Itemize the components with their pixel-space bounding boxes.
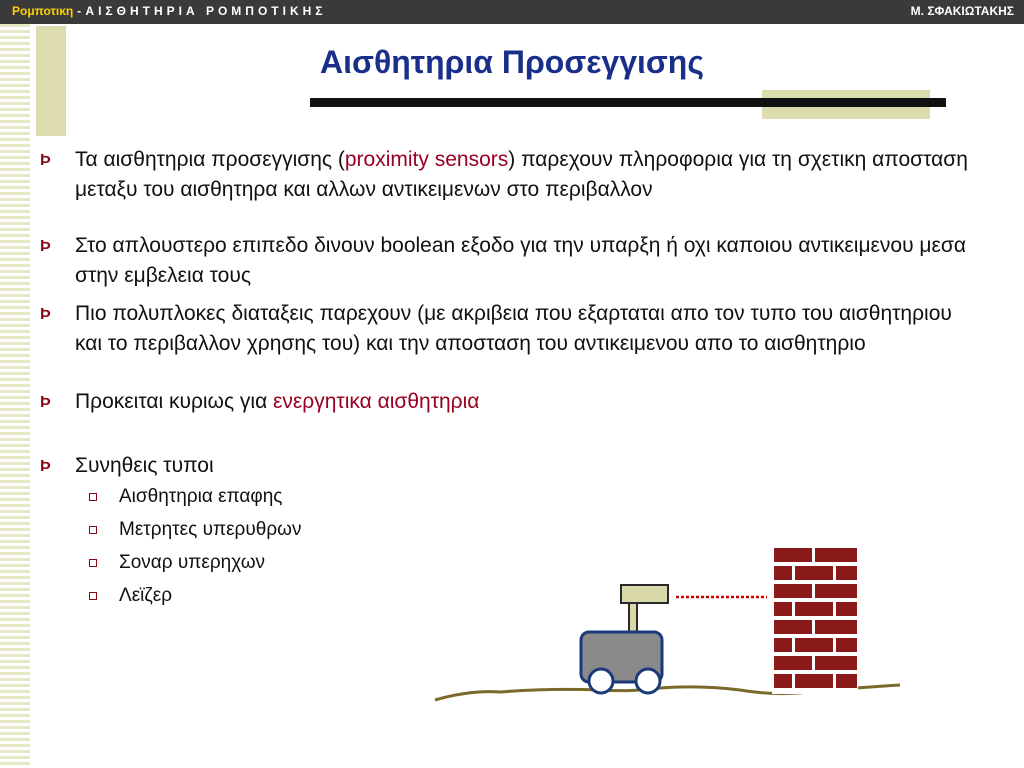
course-name: Ρομποτικη xyxy=(12,4,74,18)
author-name: Μ. ΣΦΑΚΙΩΤΑΚΗΣ xyxy=(910,4,1014,18)
sub-item-text: Σοναρ υπερηχων xyxy=(119,552,266,573)
bullet-item xyxy=(40,451,980,481)
bullet-icon: Þ xyxy=(40,238,51,255)
bullet-icon: Þ xyxy=(40,306,51,323)
bullet-text: Στο απλουστερο επιπεδο δινουν boolean εξοδο για την υπαρξη ή οχι καποιου αντικειμενου μεσα στην εμβελεια τους xyxy=(75,234,966,287)
robot xyxy=(581,585,668,693)
bullet-highlight: ενεργητικα αισθητηρια xyxy=(273,390,480,413)
bullet-icon: Þ xyxy=(40,152,51,169)
top-bar xyxy=(0,0,1024,24)
bullet-text: ) παρεχουν πληροφορια για τη σχετικη αποσταση μεταξυ του αισθητηρα και αλλων αντικειμενων στο περιβαλλον xyxy=(75,148,968,201)
square-bullet-icon xyxy=(89,526,97,534)
robot-wheel xyxy=(589,669,613,693)
bullet-text: Τα αισθητηρια προσεγγισης ( xyxy=(75,148,345,171)
bullet-text: Προκειται κυριως για xyxy=(75,390,274,413)
bullet-list xyxy=(40,145,980,608)
slide-title: Αισθητηρια Προσεγγισης xyxy=(320,44,704,80)
header-course-subject xyxy=(12,4,327,18)
bullet-text: Συνηθεις τυποι xyxy=(75,454,214,477)
brick-wall xyxy=(772,546,858,694)
bullet-item xyxy=(40,299,980,359)
bullet-icon: Þ xyxy=(40,458,51,475)
sub-item-text: Μετρητες υπερυθρων xyxy=(119,519,302,540)
square-bullet-icon xyxy=(89,592,97,600)
title-underline xyxy=(310,98,946,107)
decorative-stripes xyxy=(0,24,30,768)
bullet-highlight: proximity sensors xyxy=(344,148,509,171)
header-separator: - xyxy=(73,4,86,18)
robot-wheel xyxy=(636,669,660,693)
sub-item xyxy=(40,485,980,509)
robot-wall-illustration xyxy=(430,540,910,710)
sub-item xyxy=(40,518,980,542)
sub-item-text: Λεϊζερ xyxy=(119,585,173,606)
sensor-head xyxy=(621,585,668,603)
bullet-item xyxy=(40,231,980,291)
sub-item-text: Αισθητηρια επαφης xyxy=(119,486,283,507)
square-bullet-icon xyxy=(89,493,97,501)
bullet-icon: Þ xyxy=(40,394,51,411)
bullet-item xyxy=(40,387,980,417)
bullet-item xyxy=(40,145,980,205)
bullet-text: Πιο πολυπλοκες διαταξεις παρεχουν (με ακριβεια που εξαρταται απο τον τυπο του αισθητηριου και το περιβαλλον χρησης του) και την αποσταση του αντικειμενου απο το αισθητηριο xyxy=(75,302,952,355)
square-bullet-icon xyxy=(89,559,97,567)
decorative-block xyxy=(36,26,66,136)
subject-name: ΑΙΣΘΗΤΗΡΙΑ ΡΟΜΠΟΤΙΚΗΣ xyxy=(85,4,327,18)
